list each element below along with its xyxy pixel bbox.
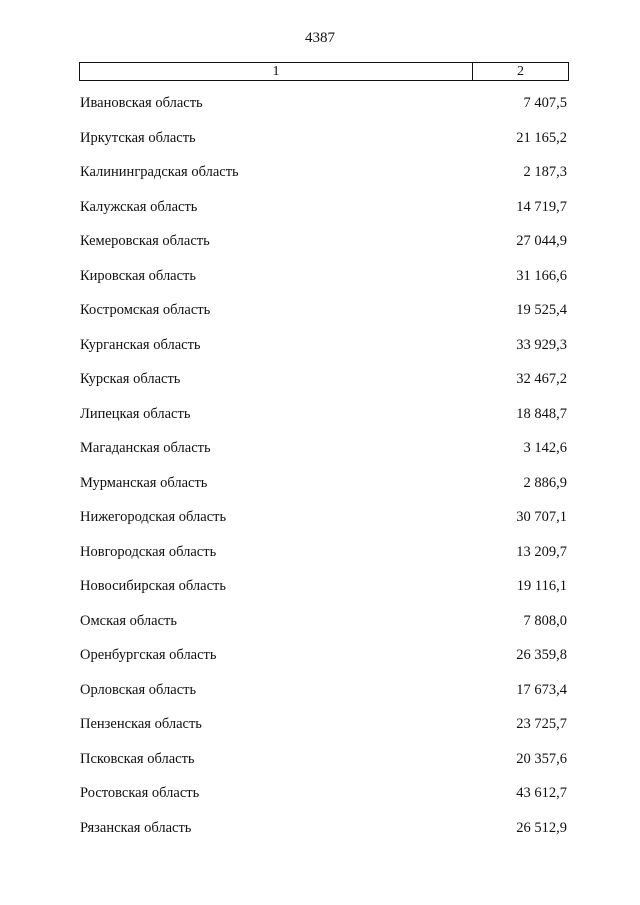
- region-name: Калужская область: [80, 198, 198, 215]
- region-value: 3 142,6: [523, 440, 567, 456]
- region-name: Новгородская область: [80, 543, 217, 560]
- region-name: Костромская область: [80, 302, 211, 318]
- region-value: 26 512,9: [516, 819, 567, 836]
- table-row: [0, 333, 640, 368]
- region-value: 30 707,1: [516, 509, 567, 525]
- table-row: [0, 540, 640, 575]
- table-row: [0, 367, 640, 402]
- region-name: Рязанская область: [80, 819, 192, 836]
- region-table-body: [0, 91, 640, 850]
- region-name: Кемеровская область: [80, 233, 210, 249]
- region-value: 26 359,8: [516, 647, 567, 663]
- table-row: [0, 609, 640, 644]
- region-value: 2 187,3: [523, 164, 567, 180]
- table-row: [0, 402, 640, 437]
- region-value: 13 209,7: [516, 543, 567, 560]
- region-value: 19 116,1: [516, 578, 567, 594]
- region-value: 20 357,6: [516, 750, 567, 767]
- region-name: Псковская область: [80, 750, 195, 767]
- table-row: [0, 643, 640, 678]
- column-header-2: 2: [517, 64, 524, 79]
- region-name: Орловская область: [80, 681, 197, 698]
- region-name: Курская область: [80, 371, 181, 387]
- region-name: Омская область: [80, 612, 177, 629]
- region-name: Иркутская область: [80, 129, 196, 146]
- region-value: 32 467,2: [516, 371, 567, 387]
- column-header-table: [79, 62, 569, 81]
- region-name: Новосибирская область: [80, 578, 226, 594]
- region-value: 19 525,4: [516, 302, 567, 318]
- table-row: [0, 126, 640, 161]
- table-row: [0, 574, 640, 609]
- region-value: 43 612,7: [516, 785, 567, 801]
- region-name: Оренбургская область: [80, 647, 217, 663]
- table-row: [0, 298, 640, 333]
- table-row: [0, 229, 640, 264]
- region-name: Магаданская область: [80, 440, 211, 456]
- region-value: 17 673,4: [516, 681, 567, 698]
- region-value: 7 407,5: [523, 95, 567, 111]
- table-row: [0, 816, 640, 851]
- table-row: [0, 195, 640, 230]
- region-value: 14 719,7: [516, 198, 567, 215]
- region-name: Мурманская область: [80, 474, 208, 491]
- region-value: 2 886,9: [523, 474, 567, 491]
- table-row: [0, 436, 640, 471]
- page-number: 4387: [305, 30, 335, 46]
- region-name: Ивановская область: [80, 95, 203, 111]
- region-value: 18 848,7: [516, 405, 567, 422]
- region-value: 33 929,3: [516, 336, 567, 353]
- region-value: 31 166,6: [516, 267, 567, 284]
- region-name: Кировская область: [80, 267, 197, 284]
- table-row: [0, 91, 640, 126]
- region-value: 21 165,2: [516, 129, 567, 146]
- column-header-1: 1: [80, 63, 473, 80]
- table-row: [0, 264, 640, 299]
- region-value: 27 044,9: [516, 233, 567, 249]
- region-value: 7 808,0: [523, 612, 567, 629]
- region-name: Курганская область: [80, 336, 201, 353]
- region-name: Пензенская область: [80, 716, 202, 732]
- table-row: [0, 712, 640, 747]
- table-row: [0, 505, 640, 540]
- region-name: Нижегородская область: [80, 509, 227, 525]
- table-row: [0, 471, 640, 506]
- table-row: [0, 781, 640, 816]
- region-name: Ростовская область: [80, 785, 200, 801]
- table-row: [0, 160, 640, 195]
- region-name: Липецкая область: [80, 405, 191, 422]
- region-name: Калининградская область: [80, 164, 239, 180]
- table-row: [0, 678, 640, 713]
- table-row: [0, 747, 640, 782]
- region-value: 23 725,7: [516, 716, 567, 732]
